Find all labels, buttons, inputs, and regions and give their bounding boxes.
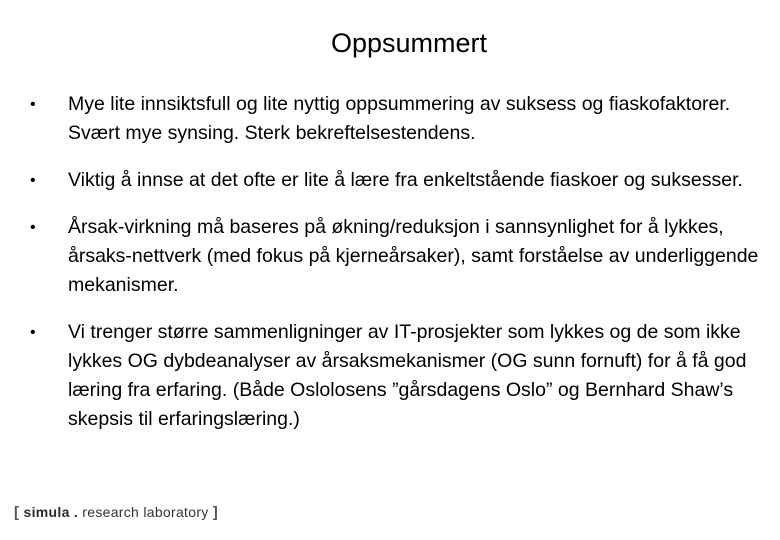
bullet-item [30, 318, 760, 434]
logo-bracket-open: [ [14, 504, 20, 521]
logo-name: simula [23, 504, 70, 520]
simula-logo [14, 502, 218, 523]
bullet-marker: • [30, 219, 36, 236]
logo-bracket-close: ] [212, 504, 219, 521]
bullet-text: Viktig å innse at det ofte er lite å lære fra enkeltstående fiaskoer og suksesser. [68, 169, 743, 191]
bullet-item [30, 213, 760, 300]
bullet-text: Mye lite innsiktsfull og lite nyttig oppsummering av suksess og fiaskofaktorer. Svært mye synsing. Sterk bekreftelsestendens. [68, 93, 731, 144]
bullet-list [30, 90, 760, 452]
bullet-marker: • [30, 324, 36, 341]
bullet-text: Årsak-virkning må baseres på økning/reduksjon i sannsynlighet for å lykkes, årsaks-nettverk (med fokus på kjerneårsaker), samt forståelse av underliggende mekanismer. [68, 216, 759, 296]
logo-tagline: research laboratory [82, 504, 209, 520]
bullet-marker: • [30, 96, 36, 113]
bullet-text: Vi trenger større sammenligninger av IT-prosjekter som lykkes og de som ikke lykkes OG dybdeanalyser av årsaksmekanismer (OG sunn fornuft) for å få god læring fra erfaring. (Både Oslolosens ”gårsdagens Oslo” og Bernhard Shaw’s skepsis til erfaringslæring.) [68, 321, 747, 430]
bullet-item [30, 166, 760, 195]
bullet-marker: • [30, 172, 36, 189]
slide-title: Oppsummert [330, 28, 488, 58]
bullet-item [30, 90, 760, 148]
logo-separator: . [73, 504, 79, 520]
